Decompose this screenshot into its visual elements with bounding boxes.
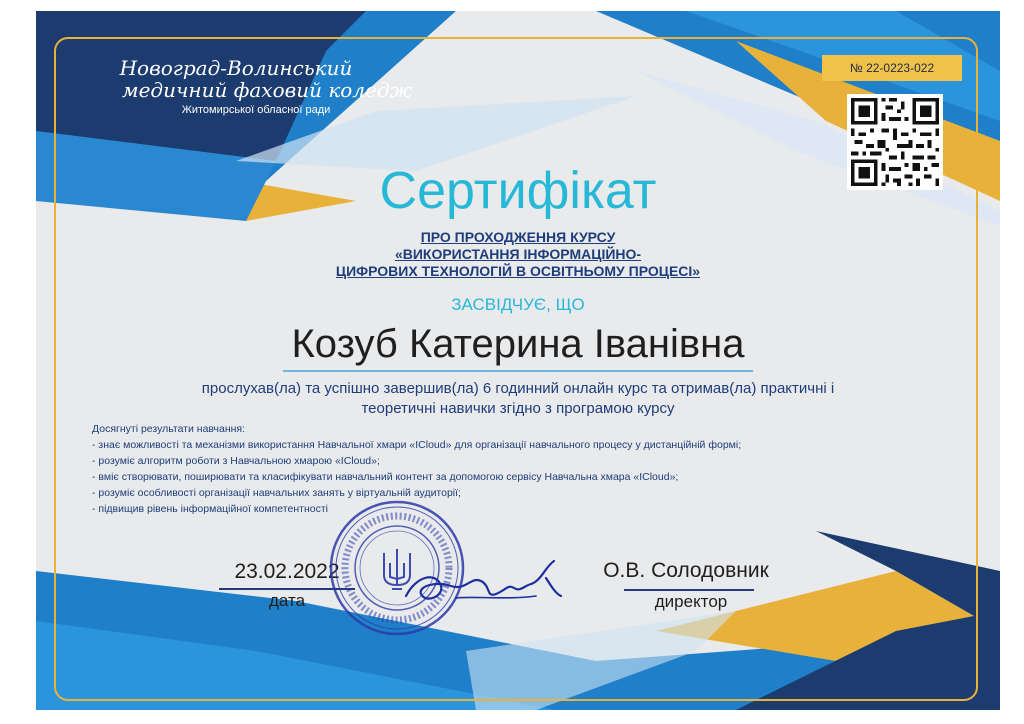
recipient-name: Козуб Катерина Іванівна <box>291 322 745 366</box>
college-name-line1: Новоград-Волинський <box>119 56 353 80</box>
issue-date: 23.02.2022 <box>234 560 340 583</box>
course-description <box>136 379 900 419</box>
signature-icon <box>396 556 566 616</box>
date-label: дата <box>268 591 306 610</box>
course-line2: «ВИКОРИСТАННЯ ІНФОРМАЦІЙНО- <box>394 246 642 262</box>
description-line2: теоретичні навички згідно з програмою курсу <box>361 400 675 417</box>
college-logo <box>106 56 413 116</box>
result-item: - знає можливості та механізми використання Навчальної хмари «ICloud» для організації навчального процесу у дистанційній формі; <box>92 439 742 451</box>
attests-text: ЗАСВІДЧУЄ, ЩО <box>451 295 585 314</box>
course-line3: ЦИФРОВИХ ТЕХНОЛОГІЙ В ОСВІТНЬОМУ ПРОЦЕСІ» <box>335 263 701 279</box>
director-name: О.В. Солодовник <box>603 559 769 582</box>
certificate <box>36 11 1000 710</box>
name-underline <box>283 370 753 372</box>
result-item: - вміє створювати, поширювати та класифікувати навчальний контент за допомогою сервісу Навчальна хмара «ICloud»; <box>92 471 679 483</box>
learning-results <box>92 421 912 517</box>
director-underline <box>624 589 754 591</box>
college-name-line2: медичний фаховий коледж <box>122 78 413 102</box>
result-item: - розуміє алгоритм роботи з Навчальною хмарою «ICloud»; <box>92 455 380 467</box>
course-title <box>36 229 1000 280</box>
result-item: - підвищив рівень інформаційної компетентності <box>92 503 328 515</box>
certificate-title: Сертифікат <box>379 162 657 220</box>
certificate-number: № 22-0223-022 <box>822 55 962 81</box>
college-subtitle: Житомирської обласної ради <box>181 104 331 116</box>
director-label: директор <box>654 592 728 611</box>
result-item: - розуміє особливості організації навчальних занять у віртуальній аудиторії; <box>92 487 461 499</box>
results-heading: Досягнуті результати навчання: <box>92 423 246 435</box>
course-line1: ПРО ПРОХОДЖЕННЯ КУРСУ <box>420 229 616 245</box>
description-line1: прослухав(ла) та успішно завершив(ла) 6 годинний онлайн курс та отримав(ла) практичні і <box>201 380 835 397</box>
